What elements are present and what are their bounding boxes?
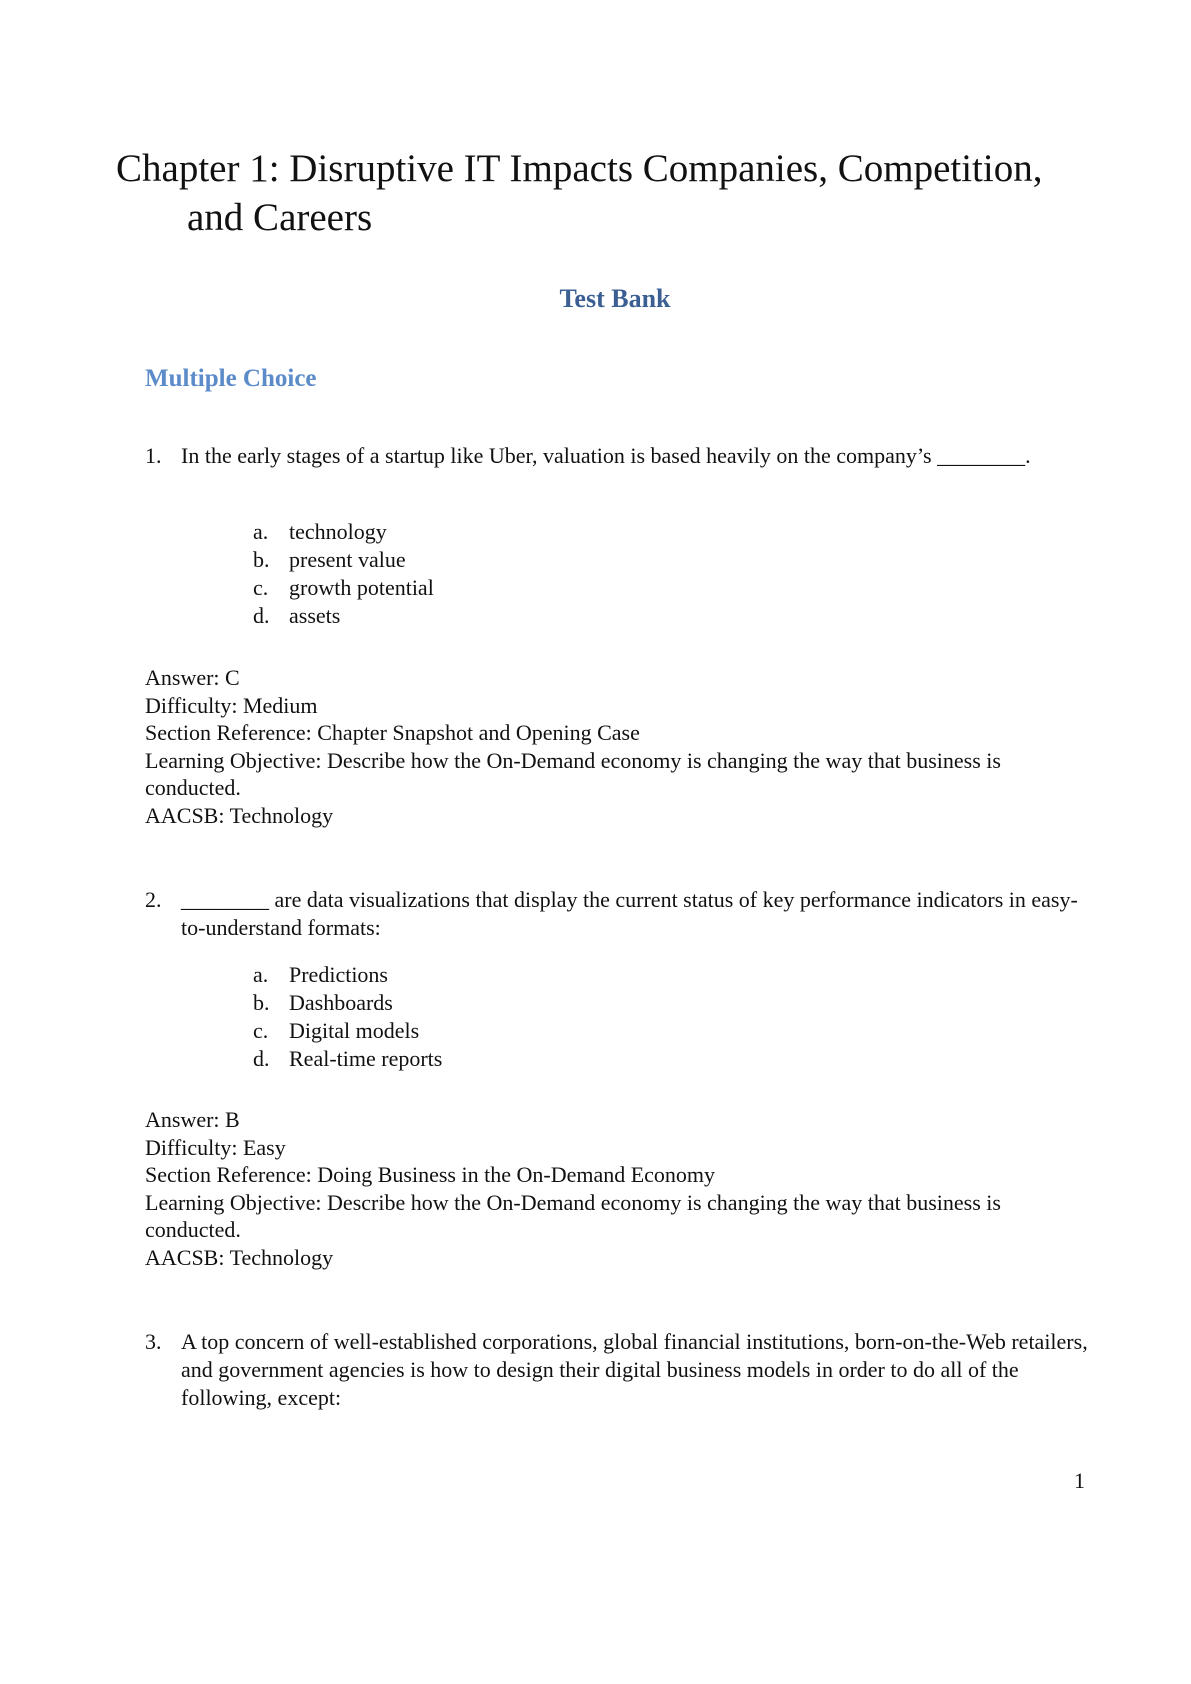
chapter-title-line-2: and Careers: [187, 196, 373, 239]
option-letter: a.: [253, 962, 269, 987]
difficulty: Difficulty: Easy: [145, 1134, 286, 1160]
option-a: [253, 518, 434, 546]
chapter-title-line-1: Chapter 1: Disruptive IT Impacts Companies, Competition,: [116, 147, 1043, 190]
difficulty: Difficulty: Medium: [145, 692, 318, 718]
section-reference: Section Reference: Doing Business in the On-Demand Economy: [145, 1162, 716, 1187]
option-letter: c.: [253, 575, 269, 600]
option-c: [253, 574, 434, 602]
option-c: [253, 1017, 442, 1045]
learning-objective: Learning Objective: Describe how the On-Demand economy is changing the way that business is conducted.: [145, 1189, 1001, 1242]
question-stem: In the early stages of a startup like Uber, valuation is based heavily on the company’s ________.: [181, 443, 1031, 468]
option-text: present value: [289, 547, 406, 572]
question-number: 3.: [145, 1329, 162, 1354]
test-bank-heading: Test Bank: [559, 284, 671, 313]
option-text: technology: [289, 519, 387, 544]
answer: Answer: C: [145, 665, 240, 690]
page-number: 1: [1074, 1468, 1085, 1493]
option-letter: d.: [253, 1046, 270, 1071]
question-stem: A top concern of well-established corporations, global financial institutions, born-on-the-Web retailers, and government agencies is how to design their digital business models in order to do all of the following, except:: [181, 1329, 1088, 1410]
option-text: Digital models: [289, 1018, 420, 1043]
option-letter: a.: [253, 519, 269, 544]
multiple-choice-heading: Multiple Choice: [145, 365, 317, 392]
option-d: [253, 602, 434, 630]
question-number: 2.: [145, 887, 162, 912]
option-d: [253, 1045, 442, 1073]
option-letter: b.: [253, 990, 270, 1015]
option-letter: c.: [253, 1018, 269, 1043]
option-text: growth potential: [289, 575, 434, 600]
learning-objective: Learning Objective: Describe how the On-Demand economy is changing the way that business is conducted.: [145, 747, 1001, 800]
question-stem: ________ are data visualizations that display the current status of key performance indicators in easy-to-understand formats:: [181, 887, 1078, 940]
option-text: Dashboards: [289, 990, 393, 1015]
option-a: [253, 961, 442, 989]
aacsb: AACSB: Technology: [145, 1244, 334, 1270]
option-b: [253, 546, 434, 574]
option-text: assets: [289, 603, 341, 628]
option-text: Predictions: [289, 962, 388, 987]
question-2-options: [253, 961, 442, 1073]
option-b: [253, 989, 442, 1017]
aacsb: AACSB: Technology: [145, 802, 334, 828]
chapter-title: [116, 144, 1116, 242]
section-reference: Section Reference: Chapter Snapshot and Opening Case: [145, 720, 640, 745]
question-1-metadata: [145, 664, 1075, 829]
option-letter: b.: [253, 547, 270, 572]
question-2: [145, 886, 1095, 942]
question-number: 1.: [145, 443, 162, 468]
question-1: [145, 442, 1095, 470]
question-2-metadata: [145, 1106, 1075, 1271]
answer: Answer: B: [145, 1107, 240, 1132]
option-text: Real-time reports: [289, 1046, 443, 1071]
question-1-options: [253, 518, 434, 630]
question-3: [145, 1328, 1095, 1412]
option-letter: d.: [253, 603, 270, 628]
